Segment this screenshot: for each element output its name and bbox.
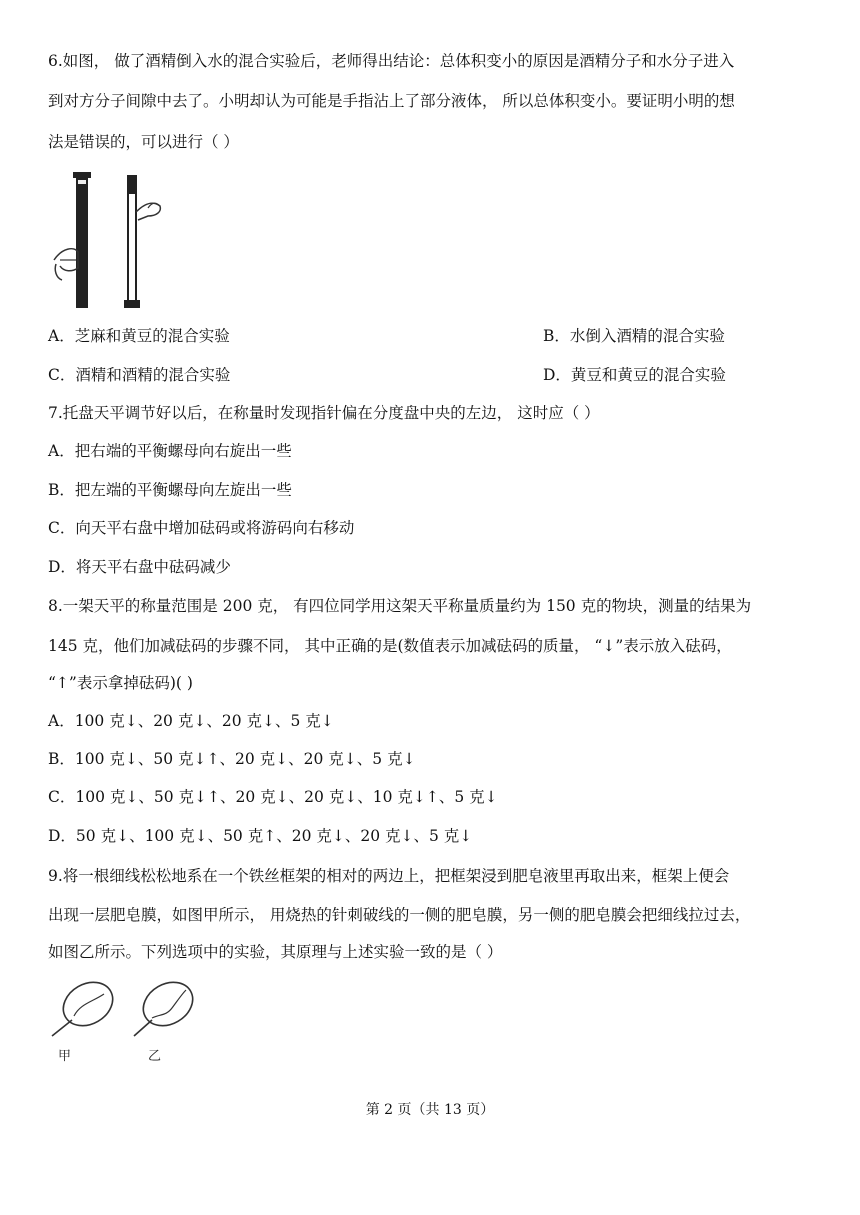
q6-option-a: A．芝麻和黄豆的混合实验 [48,327,230,345]
q7-option-d: D．将天平右盘中砝码减少 [48,558,231,576]
q8-option-d: D．50 克↓、100 克↓、50 克↑、20 克↓、20 克↓、5 克↓ [48,827,473,845]
q8-stem-line-2: 145 克，他们加减砝码的步骤不同， 其中正确的是(数值表示加减砝码的质量， “↓”表示放入砝码， [48,637,732,655]
hand-icon [136,203,160,220]
q7-option-b: B．把左端的平衡螺母向左旋出一些 [48,481,292,499]
q9-stem-line-1: 9.将一根细线松松地系在一个铁丝框架的相对的两边上，把框架浸到肥皂液里再取出来，框架上便会 [48,867,730,885]
frame-jia [52,976,121,1036]
q9-soap-film-figure [48,976,208,1066]
q6-stem-line-2: 到对方分子间隙中去了。小明却认为可能是手指沾上了部分液体， 所以总体积变小。要证明小明的想 [48,92,735,110]
q9-stem-line-2: 出现一层肥皂膜，如图甲所示， 用烧热的针刺破线的一侧的肥皂膜，另一侧的肥皂膜会把细线拉过去， [48,906,751,924]
q8-option-c: C．100 克↓、50 克↓↑、20 克↓、20 克↓、10 克↓↑、5 克↓ [48,788,498,806]
q9-stem-line-3: 如图乙所示。下列选项中的实验，其原理与上述实验一致的是（ ） [48,943,503,961]
frame-yi [134,976,201,1036]
q8-option-a: A．100 克↓、20 克↓、20 克↓、5 克↓ [48,712,334,730]
q7-option-c: C．向天平右盘中增加砝码或将游码向右移动 [48,519,355,537]
right-tube [128,176,136,306]
left-tube [76,174,88,308]
q6-option-b: B．水倒入酒精的混合实验 [543,327,725,345]
q7-option-a: A．把右端的平衡螺母向右旋出一些 [48,442,292,460]
label-yi: 乙 [148,1049,162,1064]
q6-option-c: C．酒精和酒精的混合实验 [48,366,231,384]
q6-option-d: D．黄豆和黄豆的混合实验 [543,366,726,384]
q8-option-b: B．100 克↓、50 克↓↑、20 克↓、20 克↓、5 克↓ [48,750,416,768]
page-footer: 第 2 页（共 13 页） [365,1102,495,1118]
q6-cylinders-figure [48,168,168,312]
q7-stem: 7.托盘天平调节好以后，在称量时发现指针偏在分度盘中央的左边， 这时应（ ） [48,404,600,422]
label-jia: 甲 [58,1049,72,1064]
q6-stem-line-1: 6.如图， 做了酒精倒入水的混合实验后，老师得出结论：总体积变小的原因是酒精分子和水分子进入 [48,52,735,70]
q6-stem-line-3: 法是错误的，可以进行（ ） [48,133,239,151]
q8-stem-line-1: 8.一架天平的称量范围是 200 克， 有四位同学用这架天平称量质量约为 150 克的物块，测量的结果为 [48,597,752,615]
q8-stem-line-3: “↑”表示拿掉砝码)( ) [48,674,193,692]
